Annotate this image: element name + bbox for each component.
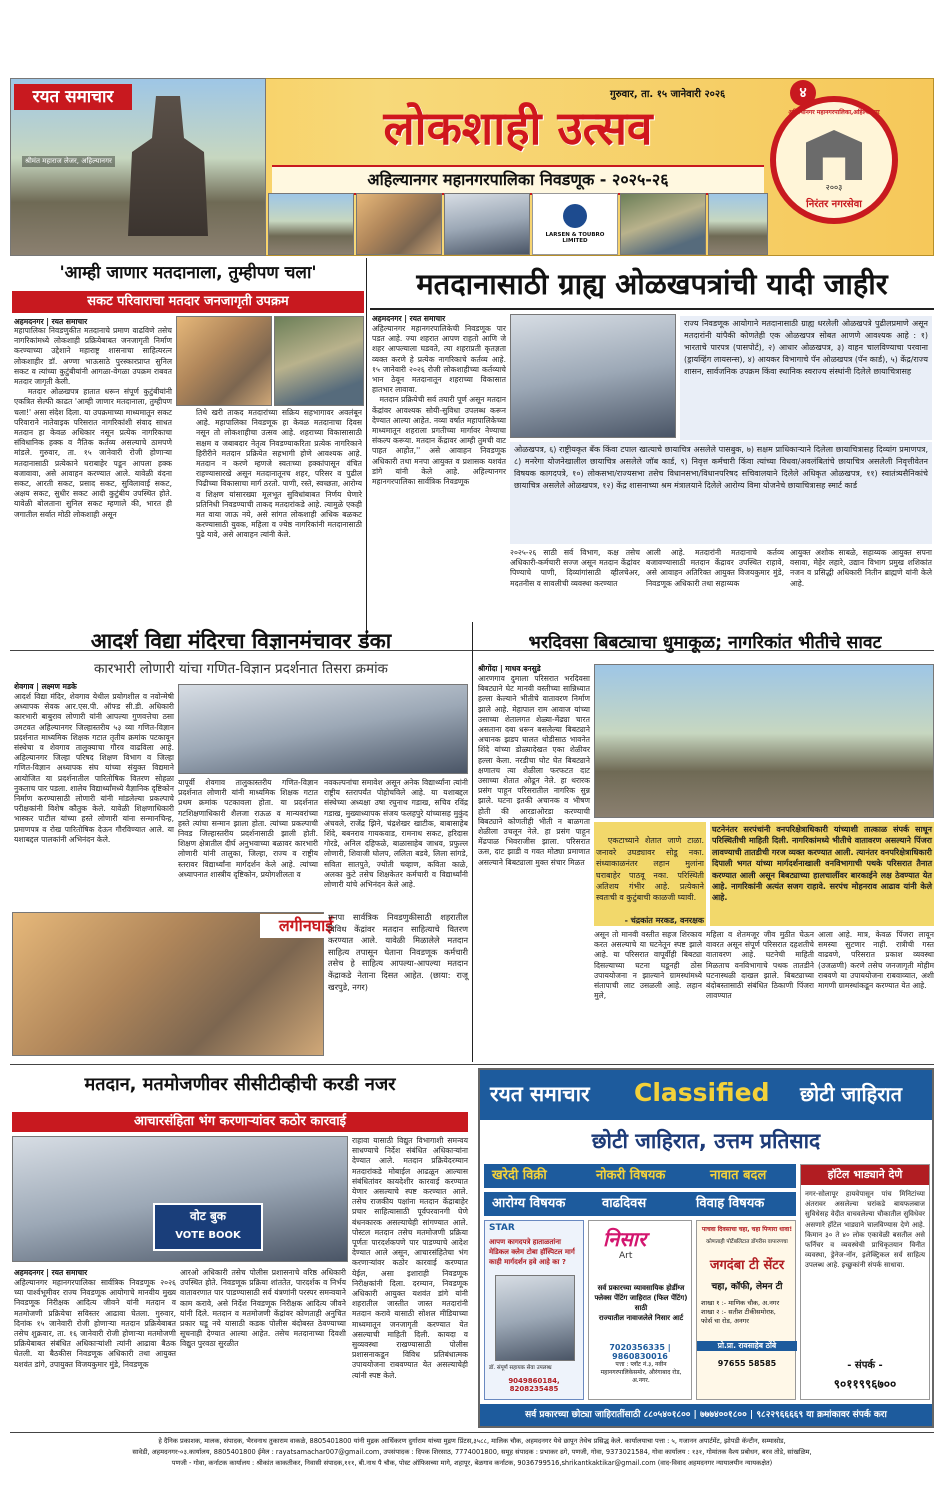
story3-banner-label: लगीनघाई — [260, 914, 352, 938]
story4-col1: आरणगाव दुमाला परिसरात भरदिवसा बिबट्याने घेट मानवी वस्तीच्या सान्निध्यात हल्ला केल्याने भीतीचे वातावरण निर्माण झाले आहे. मेहापाल राम आवाज यांच्या उसाच्या शेतालगत शेळ्या-मेंढ्या चारत असताना दबा धरून बसलेल्या बिबट्याने अचानक झडप घालत थोडीसाठ भावनेत शिंदे यांच्या डोळ्यादेखत एका शेळीवर हल्ला केला. नरडीचा घोट घेत बिबट्याने क्षणातच त्या शेळीला फरफटत दाट उसाच्या शेतात ओढून नेले. हा थरारक प्रसंग पाहून परिसरातील नागरिक सुन्न झाले. घटना इतकी अचानक व भीषण होती की आरडाओरडा करण्याची बिबट्याने कोणतीही भीती न बाळगता शेळीला उचलून नेले. हा प्रसंग पाहून मेंढपाळ भिवराजीस झाला. परिसरात ऊस, दाट झाडी व गवत मोठ्या प्रमाणात असल्याने बिबट्याला मुक्त संचार मिळत — [478, 674, 593, 867]
story3-kicker: कारभारी लोणारी यांचा गणित-विज्ञान प्रदर्शनात तिसरा क्रमांक — [94, 661, 388, 677]
divider — [370, 308, 934, 310]
story2-photo-commissioner — [510, 314, 676, 438]
ad2-footer: पत्ता : प्लॉट नं.३, नवीन महानगरपालिकेसमोर, औरंगाबाद रोड, अ.नगर. — [600, 1361, 682, 1384]
seal-gate-icon — [806, 130, 862, 180]
story5-col3: राहावा यासाठी विद्युत विभागाशी समन्वय साधण्याचे निर्देश संबंधित अधिकाऱ्यांना देण्यात आले. मतदान प्रक्रियेदरम्यान मतदारांकडे मोबाईल आढळून आल्यास संबंधितांवर कायदेशीर कारवाई करण्यात येणार असल्याचे स्पष्ट करण्यात आले. तसेच राजकीय पक्षांना मतदान केंद्राबाहेर प्रचार साहित्यासाठी पूर्वपरवानगी घेणे बंधनकारक असल्याचेही सांगण्यात आले. पोस्टल मतदान तसेच मतमोजणी प्रक्रिया पूर्णतः पारदर्शकपणे पार पाडण्याचे आदेश देण्यात आले असून, आचारसंहितेचा भंग करणाऱ्यांवर कठोर कारवाई करण्यात येईल, असा इशाराही निवडणूक निरीक्षकांनी दिला. दरम्यान, निवडणूक अधिकारी आयुक्त यशवंत डांगे यांनी शहरातील जास्तीत जास्त मतदारांनी मतदान करावे यासाठी सोशल मीडियाच्या माध्यमातून जनजागृती करण्यात येत असल्याची माहिती दिली. कायदा व सुव्यवस्था राखण्यासाठी पोलीस प्रशासनाकडून विविध प्रतिबंधात्मक उपाययोजना राबवण्यात येत असल्याचेही त्यांनी स्पष्ट केले. — [352, 1136, 471, 1380]
ad-star-health — [484, 1220, 584, 1400]
story4-box-left-text: एकटाच्याने शेतात जाणे टाळा. जनावरे उघड्यावर सोडू नका. संध्याकाळनंतर लहान मुलांना घराबाहेर पाठवू नका. परिस्थिती अतिशय गंभीर आहे. प्रत्येकाने स्वतःची व कुटुंबाची काळजी घ्यावी. — [596, 836, 707, 903]
story1-col1: महापालिका निवडणुकीत मतदानाचे प्रमाण वाढविणे तसेच नागरिकांमध्ये लोकशाही प्रक्रियेबाबत जनजागृती निर्माण करण्याच्या उद्देशाने महाराष्ट्र शासनाचा साहित्यरत्न लोकशाहीर डॉ. अण्णा भाऊसाठे पुरस्कारप्राप्त सुनिल सकट व त्यांच्या कुटुंबीयांनी आगळा-वेगळा उपक्रम राबवत मतदार जागृती केली. मतदार ओळखपत्र हातात धरून संपूर्ण कुटुंबीयांनी एकत्रित सेल्फी काढत 'आम्ही जाणार मतदानाला, तुम्हीपण चला!' असा संदेश दिला. या उपक्रमाच्या माध्यमातून सकट परिवाराने नातेवाइक परिसरात नागरिकांशी संवाद साधत मतदान हा केवळ अधिकार नसून प्रत्येक नागरिकाचा संविधानिक हक्क व नैतिक कर्तव्य असल्याचे ठामपणे मांडले. गुरुवार, ता. १५ जानेवारी रोजी होणाऱ्या मतदानासाठी प्रत्येकाने घराबाहेर पडून आपला हक्क बजावावा, असे आवाहन करण्यात आले. यावेळी वंदना सकट, आरती सकट, प्रसाद सकट, सुविलावाई सकट, अक्षय सकट, सुधीर सकट आदी कुटुंबीय उपस्थित होते. यावेळी बोलताना सुनिल सकट म्हणाले की, भारत ही जगातील सर्वात मोठी लोकशाही असून — [14, 326, 172, 519]
ad3-top: पाचवा दिवसाचा चहा, चहा पिणारा धावा! — [701, 1226, 793, 1233]
story2-headline: मतदानासाठी ग्राह्य ओळखपत्रांची यादी जाहीर — [416, 267, 888, 301]
story4-dateline: श्रीगोंदा | माधव बनसुडे — [478, 664, 541, 673]
cat-buy-sell: खरेदी विक्री — [492, 1168, 547, 1183]
ad2-brand-sub: Art — [619, 1251, 633, 1261]
classified-title-right: छोटी जाहिरात — [800, 1082, 903, 1106]
ad4-contact: ९०११९९६७०० — [833, 1377, 897, 1391]
story5-col2: आरओ अधिकारी तसेच पोलीस प्रशासनाचे वरिष्ठ अधिकारी उपस्थित होते. निवडणूक प्रक्रिया शांततेत, पारदर्शक व निर्भय वातावरणात पार पाडण्यासाठी सर्व यंत्रणांनी परस्पर समन्वयाने काम करावे, असे निर्देश निवडणूक निरीक्षक आदित्य जीवने यांनी दिले. मतदान व मतमोजणी केंद्रांवर कोणताही अनुचित प्रकार घडू नये यासाठी कडक पोलीस बंदोबस्त ठेवण्याच्या सूचनाही देण्यात आल्या आहेत. तसेच मतदानाच्या दिवशी विद्युत पुरवठा सुरळीत — [180, 1268, 349, 1349]
vote-book-sign-en: VOTE BOOK — [175, 1230, 241, 1241]
cat-marriage: विवाह विषयक — [696, 1196, 765, 1211]
story4-col3: महिला व शेतमजूर जीव मुठीत घेऊन वावरत असून संपूर्ण परिसरात दहशतीचे वातावरण आहे. घटनेची माहिती मिळताच वनविभागाचे पथक तातडीने घटनास्थळी दाखल झाले. बिबट्याच्या बंदोबस्तासाठी संबंधित ठिकाणी पिंजरा लावण्यात — [706, 930, 817, 1001]
story1-col2: तिथे खरी ताकद मतदारांच्या सक्रिय सहभागावर अवलंबून आहे. महापालिका निवडणूक हा केवळ मतदानाचा दिवस नसून तो लोकशाहीचा उत्सव आहे. शहराच्या विकासासाठी सक्षम व जबाबदार नेतृत्व निवडण्याकरिता प्रत्येक नागरिकाने हिरीरीने मतदान प्रक्रियेत सहभागी होणे आवश्यक आहे. मतदान न करणे म्हणजे स्वतःच्या हक्कांपासून वंचित राहण्यासारखे असून मतदानातूनच शहर, परिसर व पुढील पिढीच्या विकासाचा मार्ग ठरतो. पाणी, रस्ते, स्वच्छता, आरोग्य व शिक्षण यांसारख्या मूलभूत सुविधांबाबत निर्णय घेणारे प्रतिनिधी निवडण्याची ताकद मतदारांकडे आहे. त्यामुळे एकही मत वाया जाऊ नये, असे सांगत लोकशाही अधिक बळकट करण्यासाठी युवक, महिला व ज्येष्ठ नागरिकांनी मतदानासाठी पुढे यावे, असे आवाहन त्यांनी केले. — [196, 408, 365, 540]
story3-headline: आदर्श विद्या मंदिरचा विज्ञानमंचावर डंका — [90, 629, 392, 653]
ad-jagdamba-tea — [696, 1220, 796, 1400]
imprint-line2: सावेडी, अहमदनगर-०३.कार्यालय, 8805401800 ईमेल : rayatsamachar007@gmail.com, उपसंपादक : दिपक शिरसाठ, 7774001800, समूह संपादक : प्रभाकर ढगे, पणजी, गोवा, 9373021584, गोवा कार्यालय : १३१, गोमांतक वैश्य प्रबोधन, बरव तोडे, सांखळिम, — [132, 1448, 812, 1456]
divider — [472, 622, 473, 1062]
story4-box-right: घटनेनंतर सरपंचांनी वनपरिक्षेत्राधिकारी यांच्याशी तात्काळ संपर्क साधून परिस्थितीची माहिती दिली. नागरिकांमध्ये भीतीचे वातावरण असल्याने पिंजरा लावण्याची तातडीची गरज व्यक्त करण्यात आली. त्यानंतर वनपरिक्षेत्राधिकारी दिपाली भगत यांच्या मार्गदर्शनाखाली वनविभागाची पथके परिसरात तैनात करण्यात आली असून बिबट्याच्या हालचालींवर बारकाईने लक्ष ठेवण्यात येत आहे. नागरिकांनी अत्यंत सजग राहावे. सरपंच मोहनराव आढाव यांनी केले आहे. — [710, 822, 934, 926]
ad3-sub: कोणताही पोर्टेबलिटात डोंगरीस वापारणचा — [706, 1239, 788, 1245]
masthead-photo-1 — [268, 193, 354, 255]
story1-dateline: अहमदनगर | रयत समाचार — [14, 317, 88, 326]
classified-row2 — [484, 1192, 796, 1216]
story4-box-left — [594, 822, 706, 926]
divider — [10, 1064, 934, 1065]
cat-name-change: नावात बदल — [710, 1168, 767, 1183]
ad2-phones: 7020356335 | 9860830016 — [609, 1343, 671, 1361]
story5-headline: मतदान, मतमोजणीवर सीसीटीव्हीची करडी नजर — [84, 1074, 396, 1095]
ad-nisar-art — [588, 1220, 692, 1400]
story5-col1: अहिल्यानगर महानगरपालिका सार्वत्रिक निवडणूक २०२६ च्या पार्श्वभूमीवर राज्य निवडणूक आयोगाचे मानवीय मुख्य निवडणूक निरीक्षक आदित्य जीवने यांनी मतदान व मतमोजणी प्रक्रियेचा सविस्तर आढावा घेतला. गुरुवार, दिनांक १५ जानेवारी रोजी होणाऱ्या मतदान प्रक्रियेबाबत तसेच शुक्रवार, ता. १६ जानेवारी रोजी होणाऱ्या मतमोजणी प्रक्रियेबाबत संबंधित अधिकाऱ्यांशी त्यांनी आढावा बैठक घेतली. या बैठकीस निवडणूक अधिकारी तथा आयुक्त यशवंत डांगे, उपायुक्त विजयकुमार मुंडे, निवडणूक — [14, 1278, 179, 1369]
ad-hotel-rent — [800, 1164, 930, 1400]
page-number: ४ — [799, 85, 807, 101]
ad1-brand: STAR — [489, 1223, 515, 1233]
story2-col4: आली आहे. मतदारांनी मतदानाचे कर्तव्य बजावण्यासाठी मतदान केंद्रावर उपस्थित राहावे, असे आवाहन अतिरिक्त आयुक्त विजयकुमार मुंडे, निवडणूक अधिकारी तथा सहाय्यक — [646, 548, 787, 588]
ad1-footer-small: डॉ. संपूर्ण सहायक सेवा उपलब्ध — [489, 1365, 552, 1371]
masthead-photo-6 — [708, 193, 768, 255]
story4-col2: असून तो मानवी वस्तीत सहज शिरकाव करत असल्याचे या घटनेतून स्पष्ट झाले आहे. या परिसरात वापूर्वीही बिबट्या दिसल्याच्या घटना घडूनही ठोस उपाययोजना न झाल्याने ग्रामस्थांमध्ये संतापाची लाट उसळली आहे. लहान मुले, — [594, 930, 705, 1001]
strip-caption: श्रीमंत महाराज लेजर, अहिल्यानगर — [22, 156, 115, 167]
classified-title-left: रयत समाचार — [490, 1082, 590, 1106]
story1-kicker: सकट परिवाराचा मतदार जनजागृती उपक्रम — [12, 291, 364, 313]
story4-headline: भरदिवसा बिबट्याचा धुमाकूळ; नागरिकांत भीतीचे सावट — [528, 633, 882, 653]
ad3-phone: 97655 58585 — [717, 1359, 777, 1368]
imprint-line3: पणजी - गोवा, कर्नाटक कार्यालय : श्रीकांत काकतीकर, निवासी संपादक,१११, बी.नाथ पै चौक, पोस्ट ऑफिसच्या मागे, शहापूर, बेळगाव कर्नाटक, 9036799516,shrikantkaktikar@gmail.com (वाद-विवाद अहमदनगर न्यायालयीन न्यायकक्षेत) — [171, 1459, 773, 1467]
masthead-photo-2 — [356, 193, 442, 255]
seal-year: २००३ — [825, 183, 843, 192]
story3-photo-award — [178, 684, 468, 774]
cat-jobs: नोकरी विषयक — [596, 1168, 666, 1183]
classified-row1 — [484, 1164, 796, 1188]
ad3-owner: प्रो.प्रा. रावसाहेब ठोंबे — [697, 1341, 797, 1351]
story5-kicker: आचारसंहिता भंग करणाऱ्यांवर कठोर कारवाई — [12, 1112, 468, 1132]
classified-title-mid: Classified — [634, 1078, 770, 1107]
story3-sidebar: मनपा सार्वत्रिक निवडणुकीसाठी शहरातील विविध केंद्रांवर मतदान साहित्याचे वितरण करण्यात आले. यावेळी मिळालेले मतदान साहित्य तपासून घेताना निवडणूक कर्मचारी तसेच हे साहित्य आपल्या-आपल्या मतदान केंद्राकडे नेताना दिसत आहेत. (छाया: राजू खरपुडे, नगर) — [328, 912, 471, 992]
vote-book-sign — [153, 1203, 263, 1251]
classified-title-bar — [480, 1070, 932, 1120]
story2-dateline: अहमदनगर | रयत समाचार — [372, 314, 446, 323]
divider — [10, 1432, 934, 1433]
ad4-contact-label: - संपर्क - — [847, 1360, 883, 1371]
story1-headline: 'आम्ही जाणार मतदानाला, तुम्हीपण चला' — [59, 263, 317, 283]
classified-footer: सर्व प्रकारच्या छोट्या जाहिरातींसाठी ८८०५४०१८०० | ७७७४००१८०० | ९८२२९६६६६९ या क्रमांकावर संपर्क करा — [480, 1404, 932, 1426]
story5-photo-meeting — [12, 1136, 348, 1262]
ad1-photo-doctor — [495, 1275, 575, 1361]
cat-health: आरोग्य विषयक — [492, 1196, 566, 1211]
masthead-badge: रयत समाचार — [14, 84, 132, 110]
ad1-text: आपण कागदपत्रे हाताळतांना मेडिकल क्लेम टोबा हॉस्पिटल मार्ग काही मार्गदर्शन हवे आहे का ? — [489, 1238, 575, 1266]
masthead-photo-5 — [620, 193, 706, 255]
ad2-text: सर्व प्रकारच्या व्यावसायिक होर्डीग्ज फ्लेक्स पेंटिंग जाहिरात (फिल पेंटिंग) साठी राज्यातील नावाजलेले निसार आर्ट — [594, 1284, 688, 1322]
ad3-items: चहा, कॉफी, लेमन टी — [711, 1282, 783, 1292]
story3-col1: आदर्श विद्या मंदिर, शेवगाव येथील प्रयोगशील व नवोन्मेषी अध्यापक सेवक आर.एस.पी. ऑफ्ड सी.डी. अधिकारी कारभारी बाबुराव लोणारी यांनी आपल्या गुणवत्तेचा ठसा उमटवत अहिल्यानगर जिल्हास्तरीय ५३ व्या गणित-विज्ञान प्रदर्शनात माध्यमिक शिक्षक गटात तृतीय क्रमांक पटकावून संस्थेचा व शेवगाव तालुक्याचा गौरव वाढविला आहे. अहिल्यानगर जिल्हा परिषद शिक्षण विभाग व जिल्हा गणित-विज्ञान अध्यापक संघ यांच्या संयुक्त विद्यमाने आयोजित या प्रदर्शनातील पारितोषिक वितरण सोहळा नुकताच पार पडला. शालेय विद्यार्थ्यांमध्ये वैज्ञानिक दृष्टिकोन निर्माण करण्यासाठी लोणारी यांनी मांडलेल्या प्रकल्पाचे परीक्षकांनी विशेष कौतुक केले. यावेळी शिक्षणाधिकारी भास्कर पाटील यांच्या हस्ते लोणारी यांना सन्मानचिन्ह, प्रमाणपत्र व रोख पारितोषिक देऊन गौरविण्यात आले. या यशाबद्दल पालकांनी अभिनंदन केले. — [14, 692, 177, 844]
ad2-brand: निसार — [603, 1227, 647, 1251]
story3-col2: यापूर्वी शेवगाव तालुकास्तरीय गणित-विज्ञान प्रदर्शनात लोणारी यांनी माध्यमिक शिक्षक गटात प्रथम क्रमांक पटकावला होता. या प्रदर्शनात गटशिक्षणाधिकारी शैलजा राऊळ व मान्यवरांच्या हस्ते त्यांचा सन्मान झाला होता. त्यांच्या प्रकल्पाची निवड जिल्हास्तरीय प्रदर्शनासाठी झाली होती. शिक्षण क्षेत्रातील दीर्घ अनुभवाच्या बळावर कारभारी लोणारी यांनी तालुका, जिल्हा, राज्य व राष्ट्रीय स्तरावर विद्यार्थ्यांना मार्गदर्शन केले आहे. त्यांच्या अध्यापनात शास्त्रीय दृष्टिकोन, प्रयोगशीलता व — [178, 778, 321, 879]
seal-ring-text: अहिल्यानगर महानगरपालिका,अहिल्यानगर — [788, 109, 880, 116]
ad3-name: जगदंबा टी सेंटर — [709, 1258, 785, 1273]
story5-dateline: अहमदनगर | रयत समाचार — [14, 1268, 88, 1277]
story2-col3: २०२५-२६ साठी सर्व विभाग, कक्ष तसेच अधिकारी-कर्मचारी सज्ज असून मतदान केंद्रांवर पिण्याचे पाणी, दिव्यांगांसाठी व्हीलचेअर, मदतनीस व सावलीची व्यवस्था करण्यात — [510, 548, 643, 588]
masthead-photo-4 — [532, 193, 618, 255]
story2-box1: राज्य निवडणूक आयोगाने मतदानासाठी ग्राह्य धरलेली ओळखपत्रे पुढीलप्रमाणे असून मतदारांनी यांपैकी कोणतेही एक ओळखपत्र सोबत आणणे आवश्यक आहे : १) भारताचे पारपत्र (पासपोर्ट), २) आधार ओळखपत्र, ३) वाहन चालविण्याचा परवाना (ड्रायव्हिंग लायसन्स), ४) आयकर विभागाचे पॅन ओळखपत्र (पॅन कार्ड), ५) केंद्र/राज्य शासन, सार्वजनिक उपक्रम किंवा स्थानिक स्वराज्य संस्थांनी दिलेले छायाचित्रासह — [680, 316, 932, 440]
classified-tagline: छोटी जाहिरात, उत्तम प्रतिसाद — [591, 1129, 821, 1153]
cat-birthday: वाढदिवस — [602, 1196, 647, 1211]
divider — [366, 258, 367, 648]
story3-col3: नवकल्पनांचा समावेश असून अनेक विद्यार्थ्यांना त्यांनी राष्ट्रीय स्तरापर्यंत पोहोचविले आहे. या यशाबद्दल संस्थेच्या अध्यक्षा उषा रघुनाथ गडाख, सचिव रविंद्र गडाख, मुख्याध्यापक संजय फलहपुरे यांच्यासह मुकुंद अंचवले, राजेंद्र झिने, चंद्रशेखर खाटीक, बाबासाहेब शिंदे, बबनराव गायकवाड, रामनाथ सकट, हरिदास गोरडे, अनिल दहिफळे, बाळासाहेब जाधव, प्रफुल्ल लोणारी, शिवाजी घोलप, ललिता बडवे, लिला सांगडे, सविता सातपुते, ज्योती चव्हाण, कविता काळे, अलका कुटे तसेच शिक्षकेतर कर्मचारी व विद्यार्थ्यांनी लोणारी यांचे अभिनंदन केले आहे. — [324, 778, 471, 890]
story1-photo-family — [176, 316, 272, 406]
mnc-seal — [770, 96, 898, 224]
ad4-title: हॉटेल भाड्याने देणे — [801, 1165, 929, 1185]
masthead-date: गुरुवार, ता. १५ जानेवारी २०२६ — [610, 89, 726, 100]
ad3-lines: शाखा १ :- माणिक चौक, अ.नगर शाखा २ :- सतीश टीकीसमोरफ़, फोर्स चा रोड, अनगर — [701, 1299, 780, 1325]
story2-col5: आयुक्त अशोक साबळे, सहाय्यक आयुक्त सपना वसावा, मेहेर लहारे, उद्यान विभाग प्रमुख शशिकांत नजन व प्रसिद्धी अधिकारी नितीन ब्राह्मणे यांनी केले आहे. — [790, 548, 935, 588]
seal-motto: निरंतर नगरसेवा — [806, 199, 862, 210]
masthead-subtitle: अहिल्यानगर महानगरपालिका निवडणूक - २०२५-२६ — [272, 165, 764, 195]
story3-dateline: शेवगाव | लक्ष्मण मडके — [14, 682, 77, 691]
ad1-phones: 9049860184, 8208235485 — [508, 1377, 560, 1393]
lt-logo-icon — [563, 204, 587, 228]
masthead-photo-3 — [444, 193, 530, 255]
vote-book-sign-mr: वोट बुक — [189, 1209, 227, 1223]
story2-col1: अहिल्यानगर महानगरपालिकेची निवडणूक पार पडत आहे. ज्या शहरात आपण राहतो आणि जे शहर आपल्याला घडवते, त्या शहराप्रती कृतज्ञता व्यक्त करणे हे प्रत्येक नागरिकाचे कर्तव्य आहे. १५ जानेवारी २०२६ रोजी लोकशाहीच्या कर्तव्याचे भान ठेवून मतदानातून शहराच्या विकासात हातभार लावावा. मतदान प्रक्रियेची सर्व तयारी पूर्ण असून मतदान केंद्रांवर आवश्यक सोयी-सुविधा उपलब्ध करून देण्यात आल्या आहेत. नव्या वर्षात महापालिकेच्या माध्यमातून शहराला प्रगतीच्या मार्गावर नेण्याचा संकल्प करूया. मतदान केंद्रावर आम्ही तुमची वाट पाहत आहोत,'' असे आवाहन निवडणूक अधिकारी तथा मनपा आयुक्त व प्रशासक यशवंत डांगे यांनी केले आहे. अहिल्यानगर महानगरपालिका सार्वत्रिक निवडणूक — [372, 324, 506, 487]
story4-box-left-sign: - चंद्रकांत मरकड, वनरक्षक — [624, 916, 704, 926]
ad4-text: नगर-सोलापूर हायवेपासून पांच मिनिटांच्या अंतरावर असलेल्या घरांकडे बायफलबाज सुविधेसह वेदीत वाचवलेल्या चौकातील सुविधेवर असणारे हॉटेल भाड्याने चालविण्यास देणे आहे. किमान ३० ते ४० लोक एकावेळी बसतील असे फर्निचर व व्यवस्थेची प्राधिकृतयान विनीत व्यवस्था, ड्रेनेज-नॉन, इलेक्ट्रिकल सर्व साहित्य उपलब्ध आहे. इच्छुकांनी संपर्क साधावा. — [805, 1190, 928, 1270]
story1-photo-selfie — [274, 316, 364, 406]
story4-photo-villagers — [594, 664, 934, 818]
story2-box2: ओळखपत्र, ६) राष्ट्रीयकृत बँक किंवा टपाल खात्याचे छायाचित्र असलेले पासबुक, ७) सक्षम प्राधिकाऱ्याने दिलेला छायाचित्रासह दिव्यांग प्रमाणपत्र, ८) मनरेगा योजनेखालील छायाचित्र असलेले जॉब कार्ड, ९) निवृत्त कर्मचारी किंवा त्यांच्या विधवा/अवलंबितांचे छायाचित्र असलेली निवृत्तीवेतन विषयक कागदपत्रे, १०) लोकसभा/राज्यसभा तसेच विधानसभा/विधानपरिषद सचिवालयाने दिलेले अधिकृत ओळखपत्र, ११) स्वातंत्र्यसैनिकांचे छायाचित्र असलेले ओळखपत्र, १२) केंद्र शासनाच्या श्रम मंत्रालयाने दिलेले आरोग्य विमा योजनेचे छायाचित्रासह स्मार्ट कार्ड — [510, 442, 932, 544]
company-label: LARSEN & TOUBRO LIMITED — [545, 232, 605, 244]
imprint-line1: हे दैनिक प्रकाशक, मालक, संपादक, भैरवनाथ तुकाराम वाकळे, 8805401800 यांनी मुद्रक आर्थिकरण दुर्गाराम यांच्या मुद्रण प्रिंटस,३५८८, मालिक चौक, अहमदनगर येथे छापून तेथेच प्रसिद्ध केले. कार्यालयाचा पत्ता : ५, गजानन अपार्टमेंट, झोपडी कॅन्टीन, सम्मासोड, — [158, 1437, 786, 1445]
masthead-title: लोकशाही उत्सव — [383, 101, 653, 155]
story4-col4: आला आहे. मात्र, केवळ पिंजरा लावून समस्या सुटणार नाही. रात्रीची गस्त वाढवणे, परिसरात प्रकाश व्यवस्था (उजळणी) करणे तसेच जनजागृती मोहीम राबवणे या उपाययोजना राबवाव्यात, अशी मागणी ग्रामस्थांकडून करण्यात येत आहे. — [818, 930, 937, 991]
